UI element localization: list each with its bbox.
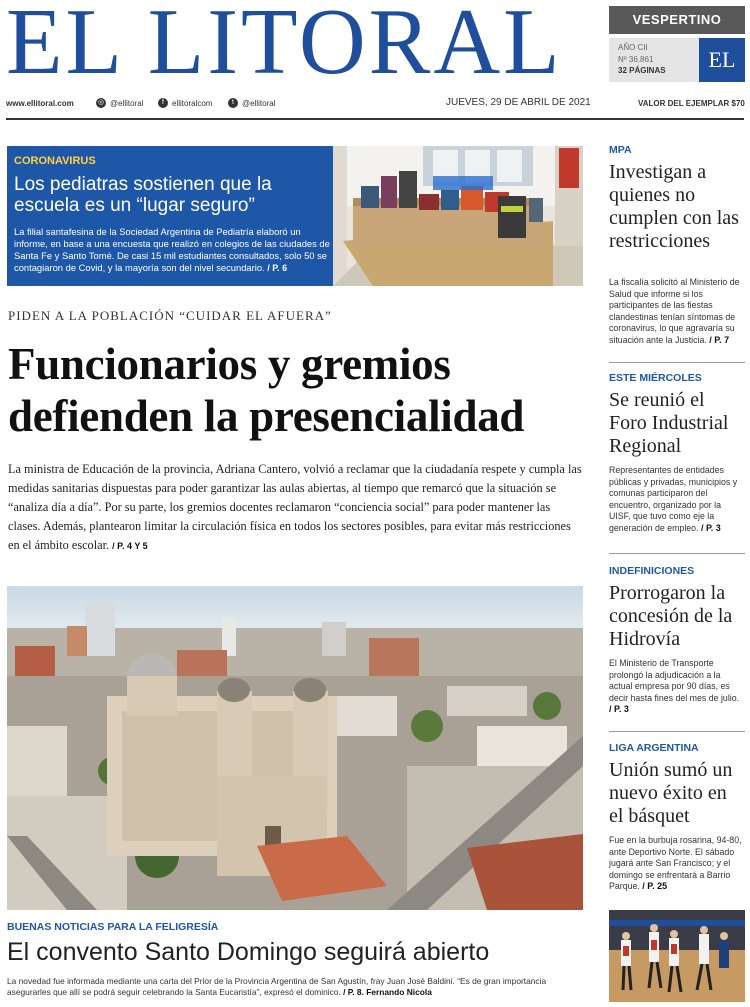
sidebar-divider bbox=[609, 731, 745, 732]
sidebar-text bbox=[609, 658, 743, 716]
sidebar-page-ref: / P. 3 bbox=[700, 522, 721, 533]
issue-year: AÑO CII bbox=[618, 43, 648, 52]
website-link[interactable]: www.ellitoral.com bbox=[6, 99, 74, 108]
sidebar-title[interactable]: Prorrogaron la concesión de la Hidrovía bbox=[609, 582, 733, 650]
instagram-icon: ◎ bbox=[97, 99, 105, 106]
instagram-handle[interactable]: @ellitoral bbox=[110, 99, 144, 108]
sidebar-divider bbox=[609, 362, 745, 363]
issue-date: JUEVES, 29 DE ABRIL DE 2021 bbox=[446, 97, 591, 108]
sidebar-title[interactable]: Unión sumó un nuevo éxito en el básquet bbox=[609, 759, 733, 827]
facebook-handle[interactable]: ellitoralcom bbox=[172, 99, 213, 108]
sidebar-title[interactable]: Se reunió el Foro Industrial Regional bbox=[609, 389, 729, 457]
lead-story[interactable] bbox=[7, 146, 333, 286]
top-divider bbox=[6, 118, 744, 120]
sidebar-text bbox=[609, 465, 743, 535]
sidebar-story-3[interactable] bbox=[609, 565, 745, 730]
sidebar-text bbox=[609, 835, 743, 893]
sidebar-body: Representantes de entidades públicas y privadas, municipios y comunas participaron del encuentro, organizado por la UISF, que tuvo como eje la generación de empleo. bbox=[609, 465, 738, 533]
sidebar-page-ref: / P. 7 bbox=[709, 334, 730, 345]
sidebar-kicker: INDEFINICIONES bbox=[609, 565, 695, 577]
main-body: La ministra de Educación de la provincia, Adriana Cantero, volvió a reclamar que la ciudadanía respete y cumpla las medidas sanitarias dispuestas para poder garantizar las aulas abiertas, al tiempo que remarcó que la situación se “analiza día a día”. Por su parte, los gremios docentes reclamaron “conciencia social” para poder mantener las clases. Además, plantearon limitar la circulación física en todos los sectores posibles, para evitar más restricciones en el ámbito escolar. bbox=[8, 462, 582, 552]
bottom-kicker: BUENAS NOTICIAS PARA LA FELIGRESÍA bbox=[7, 921, 219, 933]
edition-badge: VESPERTINO bbox=[609, 6, 745, 34]
sidebar-story-4[interactable] bbox=[609, 742, 745, 902]
church-aerial-photo bbox=[7, 586, 583, 910]
main-pretitle: PIDEN A LA POBLACIÓN “CUIDAR EL AFUERA” bbox=[8, 308, 332, 323]
sidebar-title[interactable]: Investigan a quienes no cumplen con las restricciones bbox=[609, 161, 739, 252]
lead-kicker: CORONAVIRUS bbox=[14, 155, 96, 167]
sidebar-divider bbox=[609, 553, 745, 554]
sidebar-body: El Ministerio de Transporte prolongó la adjudicación a la actual empresa por 90 días, es decir hasta fines del mes de julio. bbox=[609, 658, 740, 703]
issue-price: VALOR DEL EJEMPLAR $70 bbox=[638, 99, 745, 108]
lead-body: La filial santafesina de la Sociedad Argentina de Pediatría elaboró un informe, en base a una encuesta que realizó en colegios de las ciudades de Santa Fe y Santo Tomé. De casi 15 mil estudiantes consultados, solo 50 se contagiaron de Covid, y la mayoría son del nivel secundario. bbox=[14, 226, 330, 273]
sidebar-body: La fiscalía solicitó al Ministerio de Salud que informe si los participantes de las fiestas clandestinas tenían síntomas de coronavirus, lo que agravaría su situación ante la Justicia. bbox=[609, 277, 740, 345]
lead-photo bbox=[333, 146, 583, 286]
top-bar bbox=[6, 96, 744, 112]
sidebar-text bbox=[609, 277, 743, 347]
lead-text bbox=[14, 226, 330, 274]
masthead-logo: EL LITORAL bbox=[6, 0, 563, 94]
el-logo-badge: EL bbox=[699, 38, 745, 82]
bottom-text bbox=[7, 976, 583, 998]
basketball-photo bbox=[609, 910, 745, 1002]
main-page-ref: / P. 4 Y 5 bbox=[112, 541, 148, 551]
facebook-icon: f bbox=[158, 98, 168, 108]
issue-pages: 32 PÁGINAS bbox=[618, 66, 666, 75]
main-text bbox=[8, 460, 584, 556]
twitter-icon: t bbox=[228, 98, 238, 108]
sidebar-story-2[interactable] bbox=[609, 372, 745, 548]
twitter-handle[interactable]: @ellitoral bbox=[242, 99, 276, 108]
bottom-title[interactable]: El convento Santo Domingo seguirá abierto bbox=[7, 938, 490, 966]
sidebar-story-1[interactable] bbox=[609, 144, 745, 356]
issue-number: Nº 36.861 bbox=[618, 55, 654, 64]
lead-page-ref: / P. 6 bbox=[267, 263, 288, 273]
sidebar-page-ref: / P. 3 bbox=[609, 704, 629, 715]
sidebar-page-ref: / P. 25 bbox=[642, 881, 668, 892]
sidebar-kicker: MPA bbox=[609, 144, 632, 156]
bottom-page-ref: / P. 8. bbox=[343, 987, 364, 997]
main-headline[interactable]: Funcionarios y gremios defienden la presencialidad bbox=[8, 339, 525, 441]
sidebar-kicker: ESTE MIÉRCOLES bbox=[609, 372, 702, 384]
sidebar-body: Fue en la burbuja rosarina, 94-80, ante Deportivo Norte. El sábado jugará ante San Francisco; y el domingo se enfrentará a Barrio Parque. bbox=[609, 835, 742, 892]
sidebar-kicker: LIGA ARGENTINA bbox=[609, 742, 699, 754]
lead-title[interactable]: Los pediatras sostienen que la escuela es un “lugar seguro” bbox=[14, 174, 272, 216]
bottom-author: Fernando Nicola bbox=[366, 987, 432, 997]
bottom-body: La novedad fue informada mediante una carta del Prior de la Provincia Argentina de San Agustín, fray Juan José Baldini. “Es de gran importancia asegurarles que allí se podrá seguir celebrando la Santa Eucaristía”, expresó el dominico. bbox=[7, 976, 547, 997]
